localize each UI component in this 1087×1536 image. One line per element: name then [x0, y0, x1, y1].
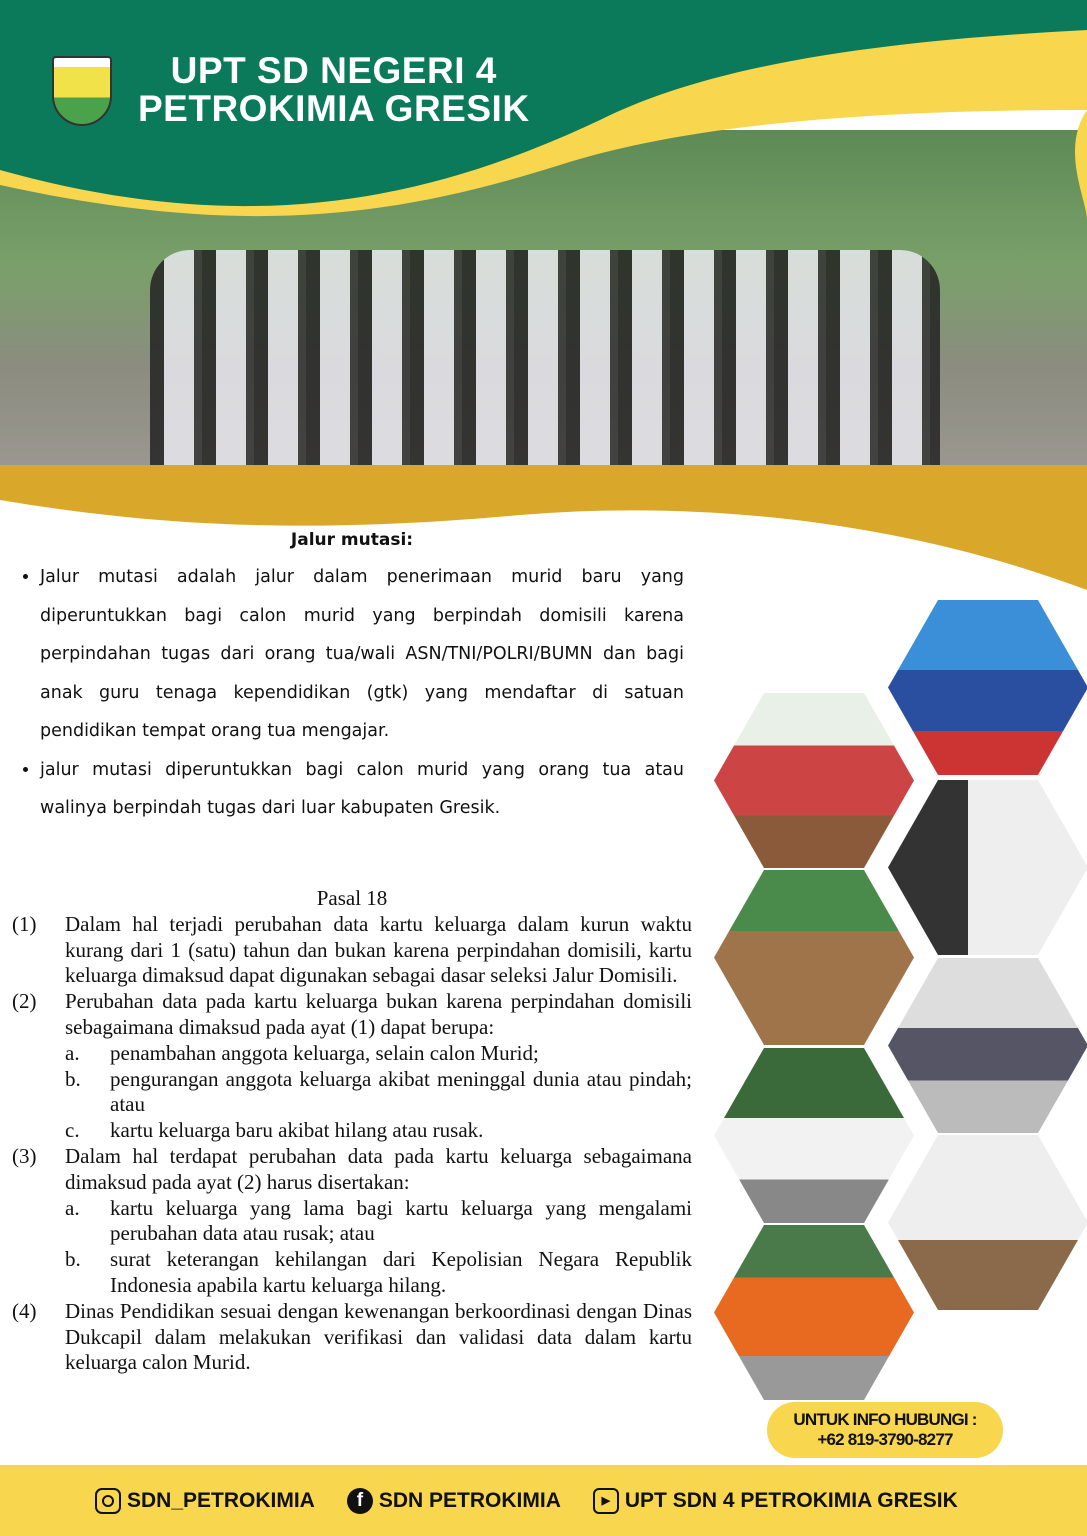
youtube-channel: UPT SDN 4 PETROKIMIA GRESIK [624, 1488, 958, 1512]
ayat-number: (2) [12, 989, 37, 1014]
contact-badge [767, 1402, 1003, 1458]
ayat-number: (3) [12, 1143, 37, 1168]
item-text: penambahan anggota keluarga, selain calon Murid; [110, 1040, 539, 1065]
item-text: surat keterangan kehilangan dari Kepolisian Negara Republik Indonesia apabila kartu keluarga hilang. [110, 1247, 692, 1297]
contact-phone[interactable]: +62 819-3790-8277 [817, 1430, 953, 1449]
item-text: kartu keluarga yang lama bagi kartu keluarga yang mengalami perubahan data atau rusak; atau [110, 1195, 692, 1246]
hex-photo-dance-performance [888, 600, 1087, 775]
facebook-handle: SDN PETROKIMIA [378, 1488, 561, 1512]
hex-photo-martial-arts [714, 1048, 914, 1223]
jalur-mutasi-section [20, 530, 684, 828]
item-letter: c. [65, 1118, 80, 1143]
item-text: pengurangan anggota keluarga akibat meninggal dunia atau pindah; atau [110, 1066, 692, 1117]
facebook-link[interactable] [347, 1488, 561, 1514]
instagram-icon [95, 1488, 121, 1514]
ayat-text: Dalam hal terdapat perubahan data pada kartu keluarga sebagaimana dimaksud pada ayat (2) harus disertakan: [65, 1143, 692, 1194]
item-letter: a. [65, 1195, 80, 1220]
bullet-item: • jalur mutasi diperuntukkan bagi calon murid yang orang tua atau walinya berpindah tugas dari luar kabupaten Gresik. [40, 751, 684, 828]
title-line-2: PETROKIMIA GRESIK [138, 88, 530, 129]
ayat-number: (4) [12, 1298, 37, 1323]
instagram-link[interactable] [95, 1488, 315, 1514]
bullet-item: • Jalur mutasi adalah jalur dalam penerimaan murid baru yang diperuntukkan bagi calon murid yang berpindah domisili karena perpindahan tugas dari orang tua/wali ASN/TNI/POLRI/BUMN dan bagi anak guru tenaga kependidikan (gtk) yang mendaftar di satuan pendidikan tempat orang tua mengajar. [40, 558, 684, 751]
section-heading: Jalur mutasi: [290, 530, 414, 550]
social-footer [0, 1465, 1087, 1536]
item-letter: b. [65, 1066, 81, 1091]
page-title [138, 52, 530, 128]
instagram-handle: SDN_PETROKIMIA [127, 1488, 315, 1512]
hex-photo-computer-lab [888, 958, 1087, 1133]
item-letter: b. [65, 1247, 81, 1272]
ayat-text: Perubahan data pada kartu keluarga bukan karena perpindahan domisili sebagaimana dimaksud pada ayat (1) dapat berupa: [65, 989, 692, 1039]
hex-photo-classroom [888, 1135, 1087, 1310]
title-line-1: UPT SD NEGERI 4 [170, 50, 497, 91]
ayat-number: (1) [12, 911, 37, 936]
hex-photo-exercise [714, 1225, 914, 1400]
contact-label: UNTUK INFO HUBUNGI : [793, 1410, 977, 1429]
hex-photo-science-student [888, 780, 1087, 955]
hex-photo-traditional-dance [714, 693, 914, 868]
facebook-icon: f [347, 1488, 373, 1514]
youtube-play-icon: ▶ [593, 1488, 619, 1514]
pasal-title: Pasal 18 [316, 886, 388, 910]
hex-photo-scouts [714, 870, 914, 1045]
pasal-18-section [12, 886, 692, 1376]
item-text: kartu keluarga baru akibat hilang atau rusak. [110, 1118, 484, 1143]
ayat-text: Dalam hal terjadi perubahan data kartu keluarga dalam kurun waktu kurang dari 1 (satu) tahun dan bukan karena perpindahan domisili, kartu keluarga dimaksud dapat digunakan sebagai dasar seleksi Jalur Domisili. [65, 911, 692, 988]
youtube-link[interactable] [593, 1488, 958, 1514]
ayat-text: Dinas Pendidikan sesuai dengan kewenangan berkoordinasi dengan Dinas Dukcapil dalam melakukan verifikasi dan validasi data dalam kartu keluarga calon Murid. [65, 1298, 692, 1375]
item-letter: a. [65, 1040, 80, 1065]
school-logo [52, 56, 112, 126]
